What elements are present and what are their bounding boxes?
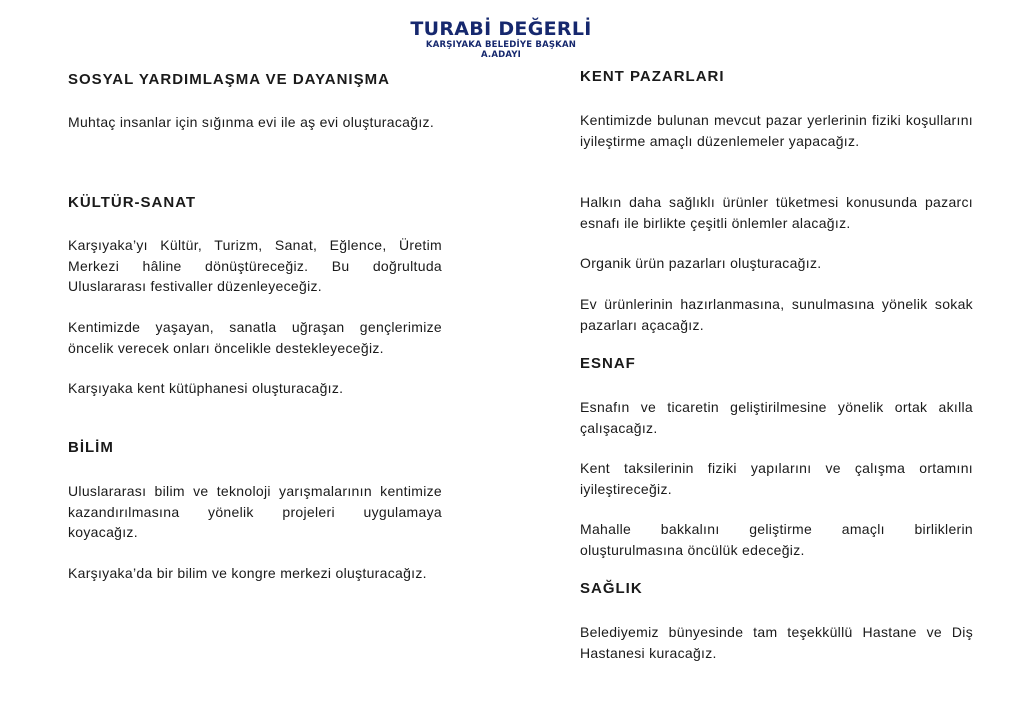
- paragraph-esnaf-1: Esnafın ve ticaretin geliştirilmesine yönelik ortak akılla çalışacağız.: [580, 399, 973, 436]
- paragraph-kent-4: Ev ürünlerinin hazırlanmasına, sunulmasına yönelik sokak pazarları açacağız.: [580, 296, 973, 333]
- candidate-name: TURABİ DEĞERLİ: [410, 18, 592, 40]
- paragraph-bilim-2: Karşıyaka’da bir bilim ve kongre merkezi oluşturacağız.: [68, 565, 427, 581]
- heading-sosyal-yardimlasma: SOSYAL YARDIMLAŞMA VE DAYANIŞMA: [68, 71, 390, 88]
- heading-kultur-sanat: KÜLTÜR-SANAT: [68, 194, 197, 211]
- paragraph-esnaf-2: Kent taksilerinin fiziki yapılarını ve çalışma ortamını iyileştireceğiz.: [580, 460, 973, 497]
- paragraph-kent-1: Kentimizde bulunan mevcut pazar yerlerinin fiziki koşullarını iyileştirme amaçlı düzenlemeler yapacağız.: [580, 112, 973, 149]
- paragraph-kent-3: Organik ürün pazarları oluşturacağız.: [580, 255, 822, 271]
- heading-esnaf: ESNAF: [580, 355, 636, 372]
- candidate-title-suffix: A.ADAYI: [480, 50, 522, 60]
- candidate-title: KARŞIYAKA BELEDİYE BAŞKAN: [425, 40, 577, 50]
- heading-saglik: SAĞLIK: [580, 580, 643, 597]
- paragraph-bilim-1: Uluslararası bilim ve teknoloji yarışmalarının kentimize kazandırılmasına yönelik projeleri uygulamaya koyacağız.: [68, 483, 442, 540]
- paragraph-kultur-1: Karşıyaka’yı Kültür, Turizm, Sanat, Eğlence, Üretim Merkezi hâline dönüştüreceğiz. Bu doğrultuda Uluslararası festivaller düzenleyeceğiz.: [68, 237, 442, 294]
- paragraph-saglik-1: Belediyemiz bünyesinde tam teşekküllü Hastane ve Diş Hastanesi kuracağız.: [580, 624, 973, 661]
- paragraph-kultur-2: Kentimizde yaşayan, sanatla uğraşan gençlerimize öncelik verecek onları öncelikle destekleyeceğiz.: [68, 319, 442, 356]
- heading-bilim: BİLİM: [68, 439, 114, 456]
- paragraph-kent-2: Halkın daha sağlıklı ürünler tüketmesi konusunda pazarcı esnafı ile birlikte çeşitli önlemler alacağız.: [580, 194, 973, 231]
- campaign-header: [390, 18, 612, 60]
- paragraph-sosyal-1: Muhtaç insanlar için sığınma evi ile aş evi oluşturacağız.: [68, 114, 435, 130]
- heading-kent-pazarlari: KENT PAZARLARI: [580, 68, 725, 85]
- paragraph-esnaf-3: Mahalle bakkalını geliştirme amaçlı birliklerin oluşturulmasına öncülük edeceğiz.: [580, 521, 973, 558]
- paragraph-kultur-3: Karşıyaka kent kütüphanesi oluşturacağız.: [68, 380, 344, 396]
